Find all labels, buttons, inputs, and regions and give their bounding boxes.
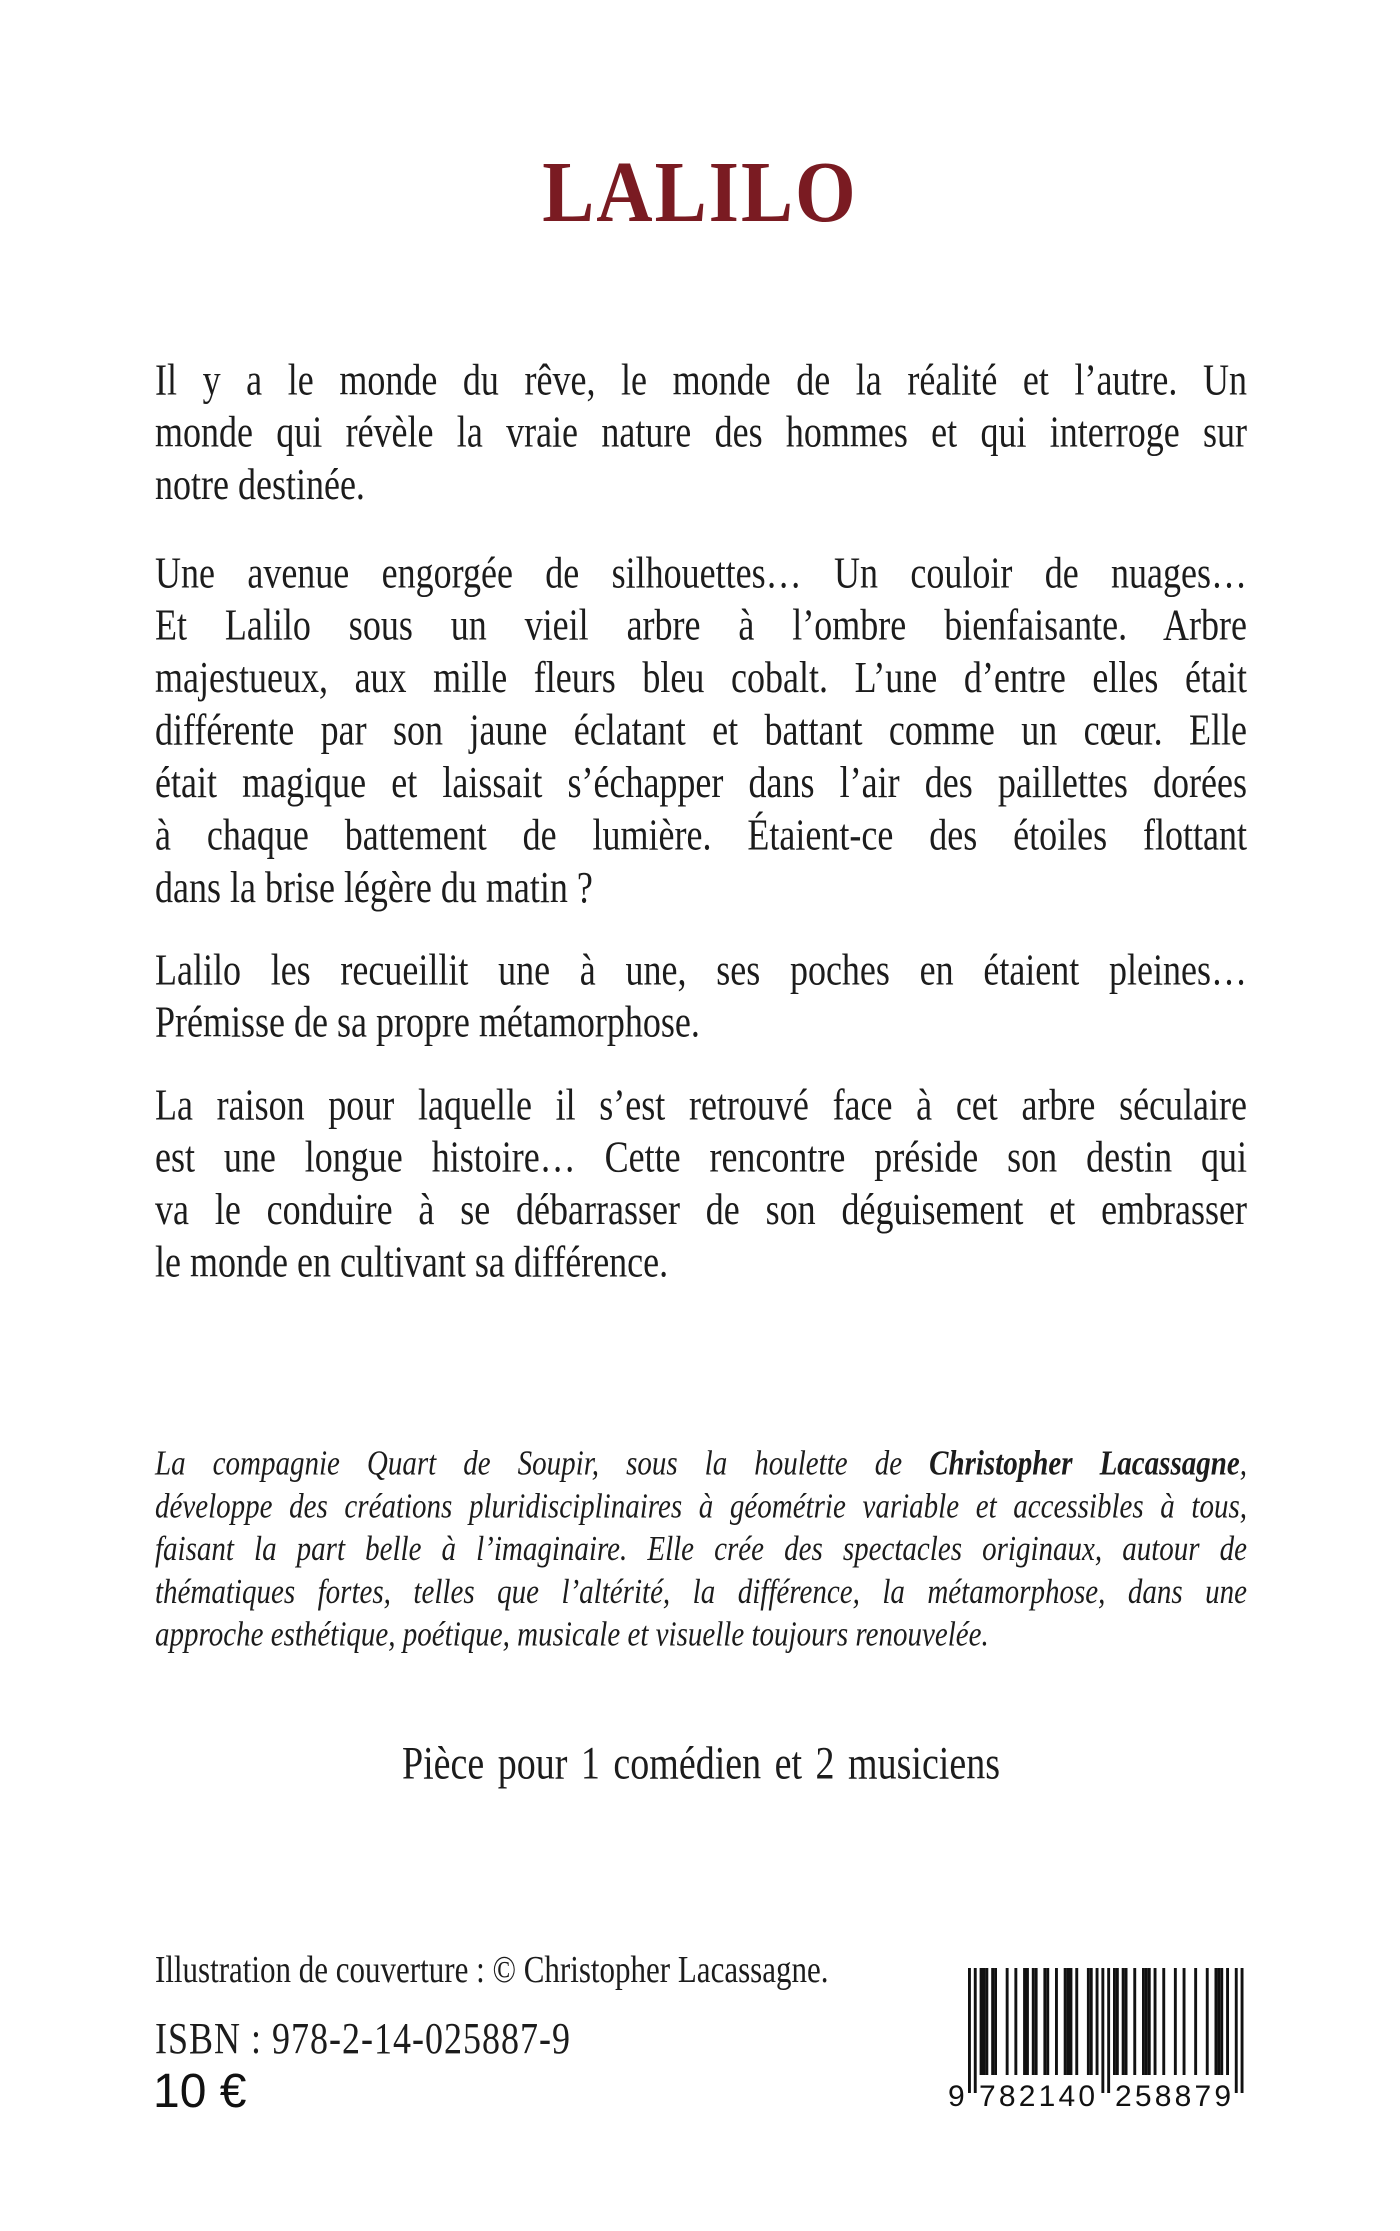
barcode-digit-first: 9	[948, 2080, 965, 2110]
text-line: approche esthétique, poétique, musicale et visuelle toujours renouvelée.	[155, 1615, 989, 1655]
illustration-credit: Illustration de couverture : © Christopher Lacassagne.	[155, 1948, 829, 1991]
text-line: monde qui révèle la vraie nature des hommes et qui interroge sur	[155, 407, 1247, 457]
paragraph-intro	[155, 354, 1247, 511]
company-line-suffix: ,	[1239, 1444, 1247, 1484]
text-line: Lalilo les recueillit une à une, ses poches en étaient pleines…	[155, 945, 1247, 995]
text-line: Prémisse de sa propre métamorphose.	[155, 997, 700, 1047]
text-line: majestueux, aux mille fleurs bleu cobalt. L’une d’entre elles était	[155, 653, 1247, 702]
text-line: était magique et laissait s’échapper dans l’air des paillettes dorées	[155, 758, 1247, 807]
paragraph-recueillit	[155, 944, 1247, 1049]
text-line: Il y a le monde du rêve, le monde de la réalité et l’autre. Un	[155, 355, 1247, 405]
company-line-prefix: La compagnie Quart de Soupir, sous la houlette de	[155, 1444, 930, 1484]
isbn: ISBN : 978-2-14-025887-9	[155, 2014, 571, 2063]
text-line: va le conduire à se débarrasser de son déguisement et embrasser	[155, 1185, 1247, 1234]
paragraph-raison	[155, 1079, 1247, 1289]
paragraph-avenue	[155, 547, 1247, 914]
book-title: LALILO	[542, 142, 858, 241]
piece-info: Pièce pour 1 comédien et 2 musiciens	[401, 1738, 1001, 1790]
barcode	[943, 1968, 1253, 2110]
text-line: différente par son jaune éclatant et battant comme un cœur. Elle	[155, 705, 1247, 755]
barcode-digits-left: 782140	[979, 2080, 1095, 2110]
text-line: le monde en cultivant sa différence.	[155, 1237, 669, 1287]
text-line: Une avenue engorgée de silhouettes… Un couloir de nuages…	[155, 548, 1247, 598]
text-line: dans la brise légère du matin ?	[155, 862, 593, 912]
text-line: thématiques fortes, telles que l’altérité, la différence, la métamorphose, dans une	[155, 1572, 1247, 1612]
text-line: La raison pour laquelle il s’est retrouvé face à cet arbre séculaire	[155, 1080, 1247, 1130]
text-line: développe des créations pluridisciplinaires à géométrie variable et accessibles à tous,	[155, 1486, 1247, 1526]
text-line	[155, 1443, 1247, 1486]
text-line: à chaque battement de lumière. Étaient-ce des étoiles flottant	[155, 810, 1247, 860]
text-line: notre destinée.	[155, 460, 365, 509]
barcode-bars	[968, 1968, 1244, 2093]
price: 10 €	[153, 2065, 247, 2118]
text-line: Et Lalilo sous un vieil arbre à l’ombre bienfaisante. Arbre	[155, 600, 1247, 650]
author-name: Christopher Lacassagne	[929, 1444, 1240, 1484]
company-description	[155, 1443, 1247, 1657]
barcode-digits-right: 258879	[1115, 2080, 1231, 2110]
text-line: est une longue histoire… Cette rencontre préside son destin qui	[155, 1132, 1247, 1182]
text-line: faisant la part belle à l’imaginaire. Elle crée des spectacles originaux, autour de	[155, 1529, 1247, 1569]
